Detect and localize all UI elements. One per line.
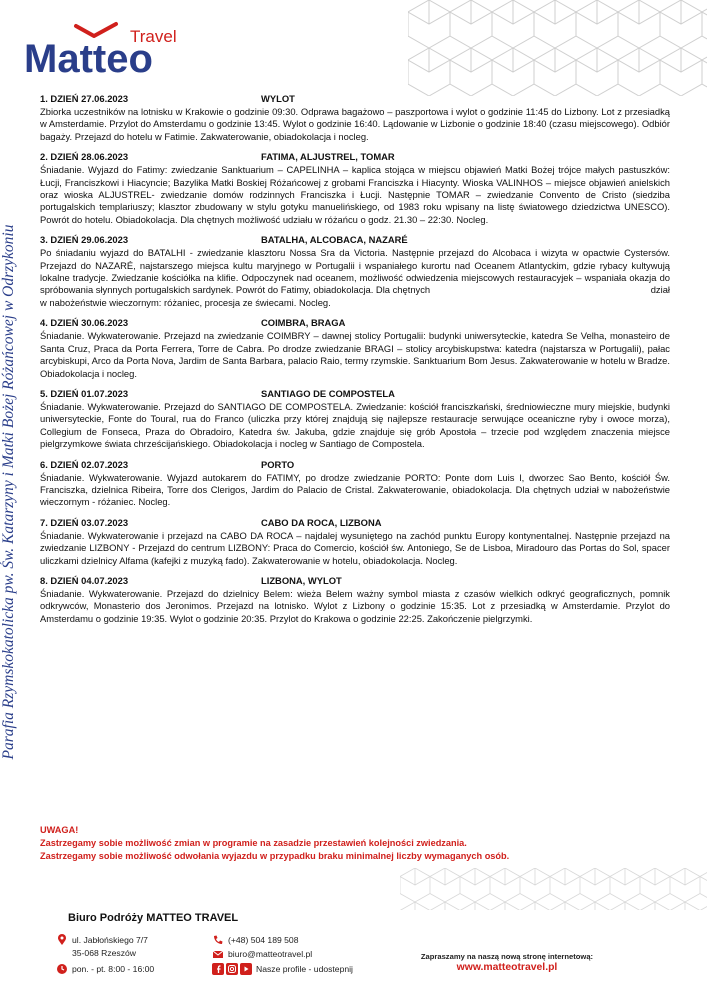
itinerary-day-3 (40, 234, 670, 309)
day-title: FATIMA, ALJUSTREL, TOMAR (261, 151, 395, 163)
email-row[interactable] (212, 948, 312, 960)
phone-number[interactable]: (+48) 504 189 508 (228, 935, 299, 945)
itinerary-day-1 (40, 93, 670, 143)
phone-icon (212, 934, 224, 946)
day-description: Śniadanie. Wykwaterowanie. Przejazd na zwiedzanie COIMBRY – dawnej stolicy Portugalii: budynki uniwersyteckie, katedra Se Velha, monasteiro de Santa Cruz, Praca da Porta Ferrera, Torre de Cabra. Po drodze zwiedzanie BRAGI – stolicy arcybiskupstwa: katedra (najstarsza w Portugalii), pałac arcybiskupi, Arco da Porta Nova, Jardim de Santa Barbara, palacio Raio, termy rzymskie. Sanktuarium Bom Jesus. Zakwaterowanie w hotelu w Bradze. Obiadokolacja i nocleg. (40, 330, 670, 379)
notice-line-2: Zastrzegamy sobie możliwość odwołania wyjazdu w przypadku braku minimalnej liczby wymaganych osób. (40, 851, 510, 861)
footer-cube-pattern (400, 868, 707, 910)
location-pin-icon (56, 934, 68, 946)
itinerary-day-4 (40, 317, 670, 380)
day-title: CABO DA ROCA, LIZBONA (261, 516, 382, 528)
website-link[interactable]: www.matteotravel.pl (456, 962, 558, 973)
day-number: 5. DZIEŃ 01.07.2023 (40, 387, 129, 399)
notice-line-1: Zastrzegamy sobie możliwość zmian w programie na zasadzie przestawień kolejności zwiedzania. (40, 838, 467, 848)
office-hours: pon. - pt. 8:00 - 16:00 (72, 964, 155, 974)
social-profiles-label: Nasze profile - udostepnij (256, 964, 353, 974)
address-line-1: ul. Jabłońskiego 7/7 (72, 935, 148, 945)
itinerary-day-8 (40, 575, 670, 625)
day-description: Śniadanie. Wykwaterowanie. Przejazd do dzielnicy Belem: wieża Belem ważny symbol miasta z czasów wielkich odkryć geograficznych, pomnik odkrywców, Monasterio dos Jeronimos. Przejazd na lotnisko. Wylot z Lizbony o godzinie 15:35. Lot z przesiadką w Amsterdamie. Przylot do Amsterdamu o godzinie 19:35. Wylot o godzinie 20:35. Przylot do Krakowa o godzinie 22:25. Zakończenie pielgrzymki. (40, 587, 670, 624)
decorative-cube-pattern (408, 0, 707, 96)
day-description: Zbiorka uczestników na lotnisku w Krakowie o godzinie 09:30. Odprawa bagażowo – paszportowa i wylot o godzinie 11:45 do Lizbony. Lot z przesiadką w Amsterdamie. Przylot do Amsterdamu o godzinie 13:45. Wylot o godzinie 16:40. Lądowanie w Lizbonie o godzinie 18:40 (czasu miejscowego). Odbiór bagaży. Przejazd do hotelu w Fatimie. Zakwaterowanie, obiadokolacja i nocleg. (40, 106, 670, 142)
matteo-travel-logo (24, 18, 214, 80)
phone-row[interactable] (212, 934, 298, 946)
facebook-icon[interactable] (212, 963, 224, 975)
address-row (56, 934, 148, 946)
social-row[interactable] (212, 963, 353, 975)
day-number: 7. DZIEŃ 03.07.2023 (40, 516, 129, 528)
itinerary-day-7 (40, 517, 670, 567)
day-description: Śniadanie. Wykwaterowanie. Wyjazd autokarem do FATIMY, po drodze zwiedzanie PORTO: Ponte dom Luis I, dworzec Sao Bento, kościół Św. Franciszka, dzielnica Ribeira, Torre dos Clerigos, Jardim do Palacio de Cristal. Zakwaterowanie, obiadokolacja. Dla chętnych udział w nabożeństwie wieczornym - różaniec. Nocleg. (40, 471, 670, 508)
youtube-icon[interactable] (240, 963, 252, 975)
notice-heading: UWAGA! (40, 825, 79, 835)
day-description: Śniadanie. Wykwaterowanie. Przejazd do SANTIAGO DE COMPOSTELA. Zwiedzanie: kościół franciszkański, średniowieczne mury miejskie, budynki uniwersyteckie, Fonte do Toural, rua do Franco (uliczka przy której znajdują się najlepsze restauracje serwujące oceaniczne ryby i owoce morza), Collegium de Fonseca, Praza do Obradoiro, Katedra św. Jakuba, gdzie znajduje się grób Apostoła – trzecie pod względem znaczenia miejsce pielgrzymkowe świata chrześcijańskiego. Obiadokolacja i nocleg w Santiago de Compostela. (40, 400, 670, 450)
day-title: WYLOT (261, 93, 295, 104)
day-number: 1. DZIEŃ 27.06.2023 (40, 93, 129, 104)
day-description-main: Po śniadaniu wyjazd do BATALHI - zwiedzanie klasztoru Nossa Sra da Victoria. Następnie przejazd do Alcobaca i wizyta w opactwie Cystersów. Przejazd do NAZARÉ, najstarszego miejsca kultu maryjnego w Portugalii i wspaniałego kurortu nad Oceanem Atlantyckim, gdzie rybacy kultywują lokalne tradycje. Zwiedzanie kościółka na klifie. Odpoczynek nad oceanem, możliwość odwiedzenia miejscowych restauracyjek – wspaniała okazja do spróbowania słynnych portugalskich sardynek. Powrót do Fatimy, obiadokolacja. Dla chętnych (40, 247, 670, 296)
day-description: Śniadanie. Wyjazd do Fatimy: zwiedzanie Sanktuarium – CAPELINHA – kaplica stojąca w miejscu objawień Matki Bożej trójce małych pastuszków: Łucji, Franciszkowi i Hiacyncie; Bazylika Matki Boskiej Różańcowej z grobami Franciszka i Hiacynty. Wioska VALINHOS – miejsce objawień anielskich oraz wioska ALJUSTREL- zwiedzanie domów rodzinnych Franciszka i Łucji. Następnie TOMAR – zwiedzanie Convento de Cristo (siedziba portugalskich templariuszy; klasztor zbudowany w stylu gotyku manuelińskiego, od 1983 roku wpisany na listę światowego dziedzictwa UNESCO). Powrót do hotelu. Obiadokolacja. Dla chętnych możliwość udziału w różańcu o godz. 21.30 – 22:30. Nocleg. (40, 164, 670, 225)
itinerary-day-2 (40, 151, 670, 226)
day-description-continued: w nabożeństwie wieczornym: różaniec, procesja ze świecami. Nocleg. (40, 296, 331, 308)
itinerary (40, 93, 670, 633)
day-title: SANTIAGO DE COMPOSTELA (261, 387, 395, 399)
day-title: COIMBRA, BRAGA (261, 317, 346, 329)
email-address[interactable]: biuro@matteotravel.pl (228, 949, 313, 959)
parish-vertical-text: Parafia Rzymskokatolicka pw. Św. Katarzyny i Matki Bożej Różańcowej w Odrzykoniu (0, 224, 17, 760)
day-number: 6. DZIEŃ 02.07.2023 (40, 458, 129, 470)
mail-icon (212, 948, 224, 960)
day-number: 3. DZIEŃ 29.06.2023 (40, 234, 129, 246)
instagram-icon[interactable] (226, 963, 238, 975)
logo-name: Matteo (24, 37, 153, 80)
company-name: Biuro Podróży MATTEO TRAVEL (68, 912, 239, 924)
day-title: PORTO (261, 458, 295, 470)
address-row-2 (72, 948, 136, 958)
address-line-2: 35-068 Rzeszów (72, 948, 137, 958)
website-invite: Zapraszamy na naszą nową stronę internetową: (420, 952, 594, 961)
day-description-tail: dział (650, 284, 670, 296)
day-description (40, 247, 670, 297)
clock-icon (56, 963, 68, 975)
footer (50, 910, 670, 990)
day-title: LIZBONA, WYLOT (261, 574, 342, 586)
day-description: Śniadanie. Wykwaterowanie i przejazd na CABO DA ROCA – najdalej wysuniętego na zachód punktu Europy kontynentalnej. Następnie przejazd na zwiedzanie LIZBONY - Przejazd do centrum LIZBONY: Praca do Comercio, kościół św. Antoniego, Se de Lisboa, Miradouro das Portas do Sol, spacer uliczkami dzielnicy Alfama (kafejki z muzyką fado). Zakwaterowanie w hotelu, obiadokolacja. Nocleg. (40, 529, 670, 566)
itinerary-day-5 (40, 388, 670, 451)
notice (40, 824, 670, 863)
day-title: BATALHA, ALCOBACA, NAZARÉ (261, 234, 408, 246)
hours-row (56, 963, 154, 975)
logo-tag: Travel (130, 27, 177, 46)
day-number: 4. DZIEŃ 30.06.2023 (40, 317, 129, 329)
itinerary-day-6 (40, 459, 670, 509)
day-number: 8. DZIEŃ 04.07.2023 (40, 574, 129, 586)
day-number: 2. DZIEŃ 28.06.2023 (40, 151, 129, 163)
